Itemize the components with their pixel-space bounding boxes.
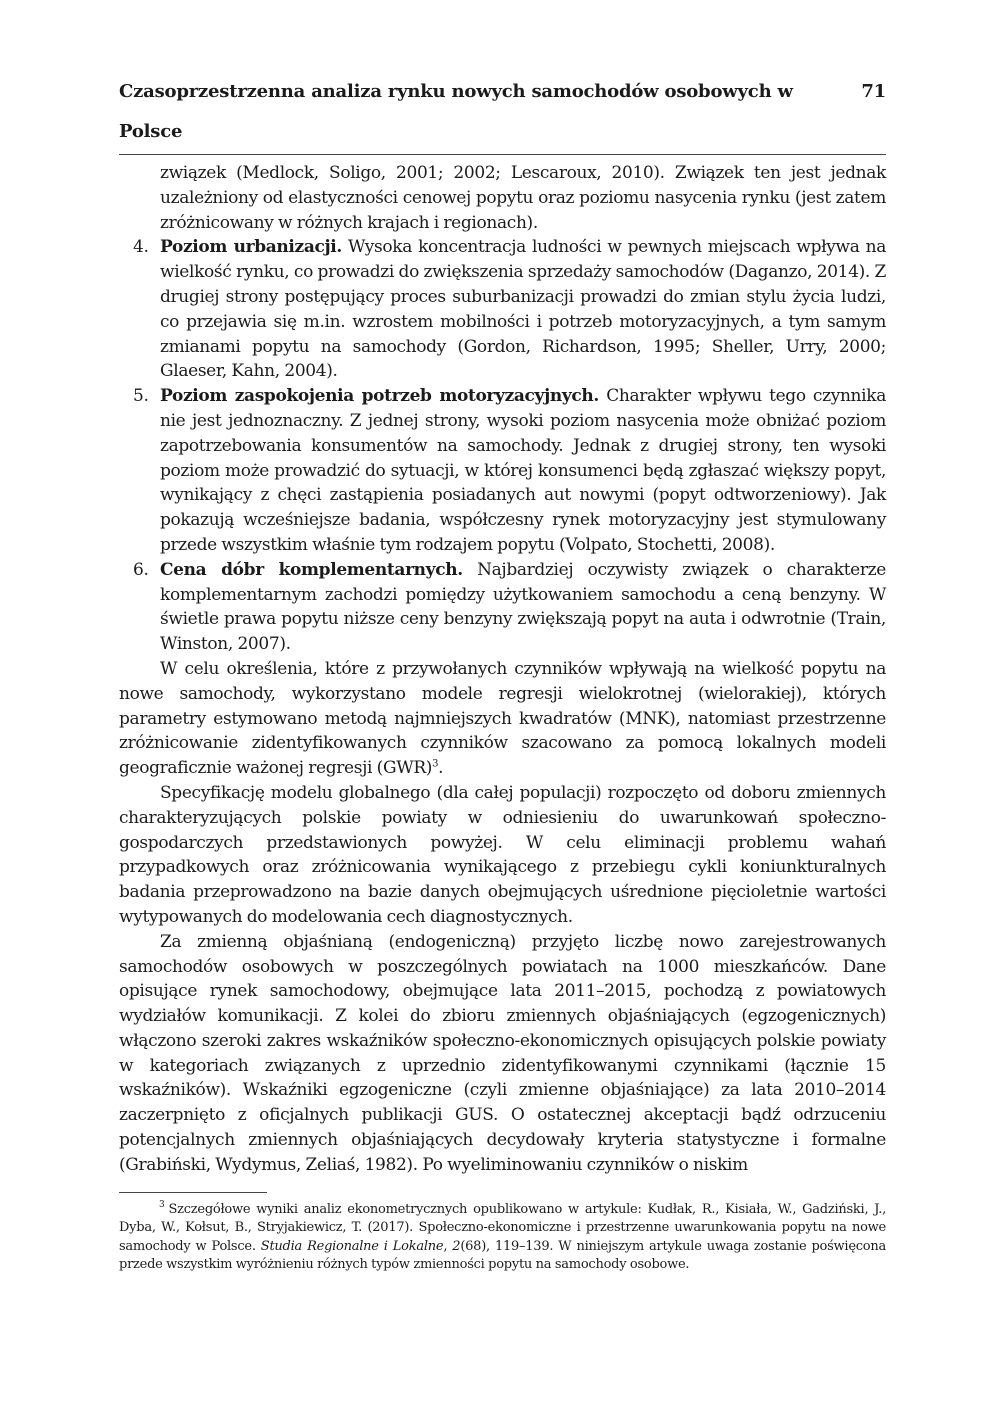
footnote-text: (68), 119–139. W niniejszym artykule uwaga zostanie poświęcona przede wszystkim wyróżnieniu różnych typów zmienności popytu na samochody osobowe. bbox=[119, 1238, 886, 1273]
paragraph-end: . bbox=[438, 758, 444, 779]
list-continuation: związek (Medlock, Soligo, 2001; 2002; Lescaroux, 2010). Związek ten jest jednak uzależniony od elastyczności cenowej popytu oraz poziomu nasycenia rynku (jest zatem zróżnicowany w różnych krajach i regionach). bbox=[160, 163, 886, 233]
paragraph bbox=[119, 657, 886, 781]
page bbox=[119, 72, 886, 1275]
list-item bbox=[119, 235, 886, 384]
footnote-journal: Studia Regionalne i Lokalne bbox=[260, 1238, 444, 1254]
list-item-text: Wysoka koncentracja ludności w pewnych miejscach wpływa na wielkość rynku, co prowadzi do zwiększenia sprzedaży samochodów (Daganzo, 2014). Z drugiej strony postępujący proces suburbanizacji prowadzi do zmian stylu życia ludzi, co przejawia się m.in. wzrostem mobilności i potrzeb motoryzacyjnych, a tym samym zmianami popytu na samochody (Gordon, Richardson, 1995; Sheller, Urry, 2000; Glaeser, Kahn, 2004). bbox=[160, 237, 886, 382]
footnote-reference[interactable]: 3 bbox=[432, 758, 439, 770]
list-item-number: 6. bbox=[133, 559, 149, 580]
list-item-number: 5. bbox=[133, 386, 149, 407]
list-item-text: Charakter wpływu tego czynnika nie jest jednoznaczny. Z jednej strony, wysoki poziom nasycenia może obniżać poziom zapotrzebowania konsumentów na samochody. Jednak z drugiej strony, ten wysoki poziom może prowadzić do sytuacji, w której konsumenci będą zgłaszać większy popyt, wynikający z chęci zastąpienia posiadanych aut nowymi (popyt odtworzeniowy). Jak pokazują wcześniejsze badania, współczesny rynek motoryzacyjny jest stymulowany przede wszystkim właśnie tym rodzajem popytu (Volpato, Stochetti, 2008). bbox=[160, 386, 886, 555]
footnote-text: Szczegółowe wyniki analiz ekonometrycznych opublikowano w artykule: Kudłak, R., Kisiała, W., Gadziński, J., Dyba, W., Kołsut, B., Stryjakiewicz, T. (2017). Społeczno-ekonomiczne i przestrzenne uwarunkowania popytu na nowe samochody w Polsce. bbox=[119, 1201, 886, 1254]
footnote-number: 3 bbox=[159, 1200, 165, 1211]
list-item-text: Najbardziej oczywisty związek o charakterze komplementarnym zachodzi pomiędzy użytkowaniem samochodu a ceną benzyny. W świetle prawa popytu niższe ceny benzyny zwiększają popyt na auta i odwrotnie (Train, Winston, 2007). bbox=[160, 559, 886, 655]
list-item bbox=[119, 558, 886, 657]
page-number: 71 bbox=[861, 81, 886, 102]
list-item-lead: Poziom urbanizacji. bbox=[160, 237, 342, 258]
footnote-text: , bbox=[443, 1238, 453, 1254]
running-title: Czasoprzestrzenna analiza rynku nowych samochodów osobowych w Polsce bbox=[119, 81, 793, 142]
running-header bbox=[119, 72, 886, 155]
list-item-number: 4. bbox=[133, 237, 149, 258]
paragraph-text: W celu określenia, które z przywołanych czynników wpływają na wielkość popytu na nowe samochody, wykorzystano modele regresji wielokrotnej (wielorakiej), których parametry estymowano metodą najmniejszych kwadratów (MNK), natomiast przestrzenne zróżnicowanie zidentyfikowanych czynników szacowano za pomocą lokalnych modeli geograficznie ważonej regresji (GWR) bbox=[119, 658, 886, 779]
paragraph: Specyfikację modelu globalnego (dla całej populacji) rozpoczęto od doboru zmiennych charakteryzujących polskie powiaty w odniesieniu do uwarunkowań społeczno-gospodarczych przedstawionych powyżej. W celu eliminacji problemu wahań przypadkowych oraz zróżnicowania wynikającego z przebiegu cykli koniunkturalnych badania przeprowadzono na bazie danych obejmujących uśrednione pięcioletnie wartości wytypowanych do modelowania cech diagnostycznych. bbox=[119, 782, 886, 927]
footnote-separator bbox=[119, 1192, 267, 1193]
footnote bbox=[119, 1201, 886, 1275]
list-item-lead: Cena dóbr komplementarnych. bbox=[160, 559, 463, 580]
list-item bbox=[119, 384, 886, 558]
paragraph: Za zmienną objaśnianą (endogeniczną) przyjęto liczbę nowo zarejestrowanych samochodów osobowych w poszczególnych powiatach na 1000 mieszkańców. Dane opisujące rynek samochodowy, obejmujące lata 2011–2015, pochodzą z powiatowych wydziałów komunikacji. Z kolei do zbioru zmiennych objaśniających (egzogenicznych) włączono szeroki zakres wskaźników społeczno-ekonomicznych opisujących polskie powiaty w kategoriach związanych z uprzednio zidentyfikowanymi czynnikami (łącznie 15 wskaźników). Wskaźniki egzogeniczne (czyli zmienne objaśniające) za lata 2010–2014 zaczerpnięto z oficjalnych publikacji GUS. O ostatecznej akceptacji bądź odrzuceniu potencjalnych zmiennych objaśniających decydowały kryteria statystyczne i formalne (Grabiński, Wydymus, Zeliaś, 1982). Po wyeliminowaniu czynników o niskim bbox=[119, 931, 886, 1175]
body-text bbox=[119, 161, 886, 1178]
list-item-lead: Poziom zaspokojenia potrzeb motoryzacyjnych. bbox=[160, 386, 599, 407]
footnote-volume: 2 bbox=[452, 1238, 461, 1254]
